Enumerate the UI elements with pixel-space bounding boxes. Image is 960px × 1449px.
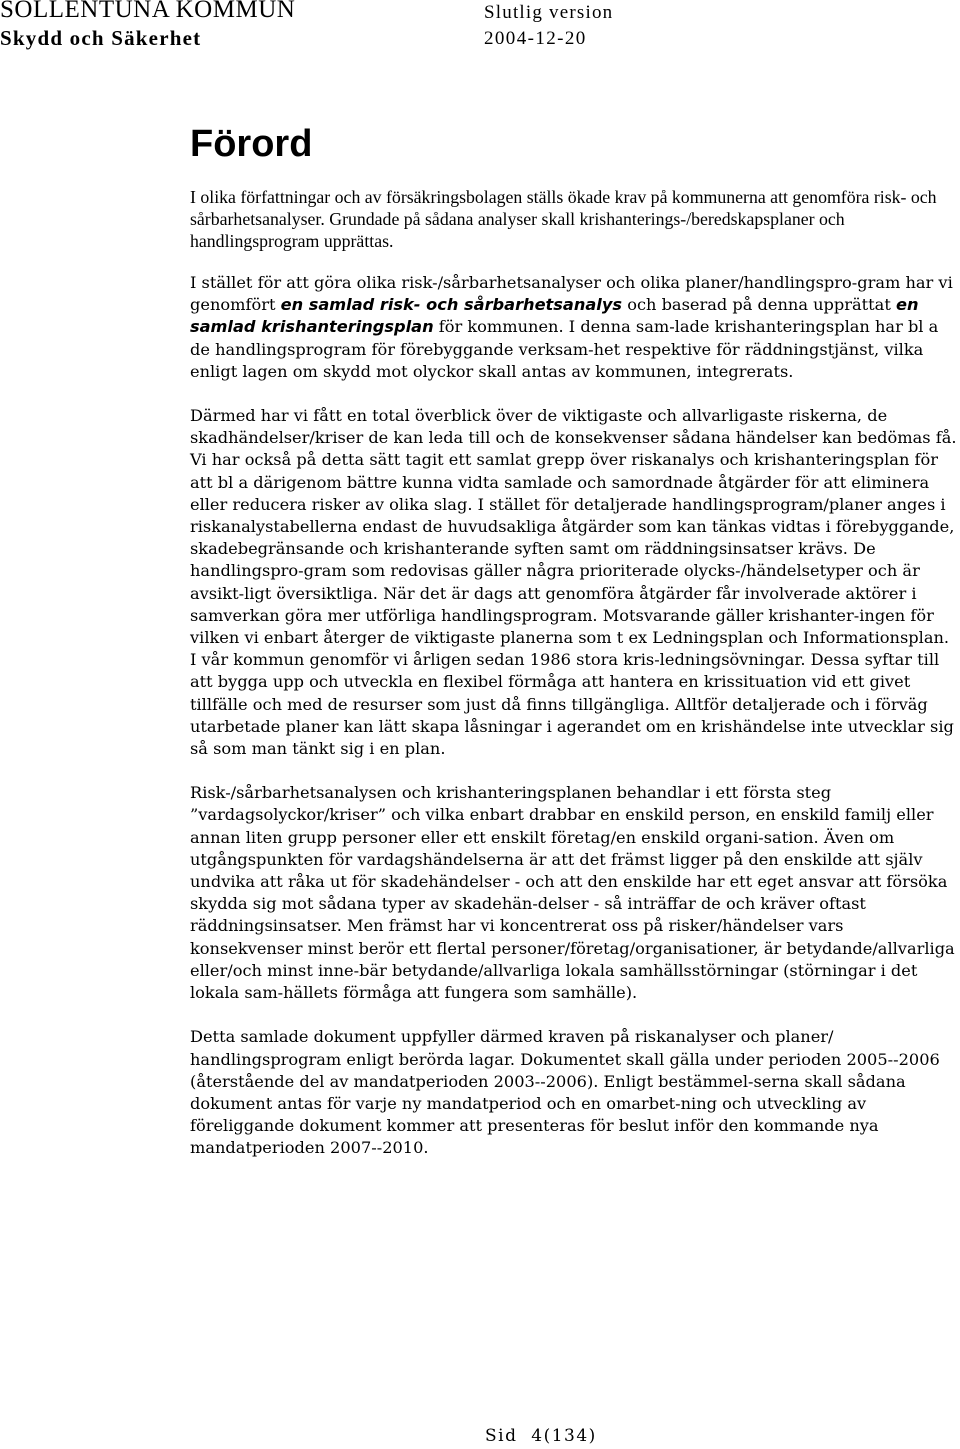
page-number: 4(134): [531, 1426, 597, 1446]
document-version: Slutlig version: [484, 2, 614, 23]
paragraph-approach-text-e: för kommunen. I denna sam-lade krishanteringsplan har bl a de handlingsprogram för förebyggande verksam-het respektive för räddningstjänst, vilka enligt lagen om skydd mot olyckor skall antas av kommunen, integrerats.: [190, 317, 939, 381]
paragraph-approach: [190, 272, 960, 383]
paragraph-intro: I olika författningar och av försäkringsbolagen ställs ökade krav på kommunerna att genomföra risk- och sårbarhetsanalyser. Grundade på sådana analyser skall krishanterings-/beredskapsplaner och handlingsprogram upprättas.: [190, 187, 937, 251]
paragraph-scope: Risk-/sårbarhetsanalysen och krishanteringsplanen behandlar i ett första steg ”vardagsolyckor/kriser” och vilka enbart drabbar en enskild person, en enskild familj eller annan liten grupp personer eller ett enskilt företag/en enskild organi-sation. Även om utgångspunkten för vardagshändelserna är att det främst ligger på den enskilde att själv undvika att råka ut för skadehändelser - och att den enskilde har ett eget ansvar att försöka skydda sig mot sådana typer av skadehän-delser - så inträffar de och kräver oftast räddningsinsatser. Men främst har vi koncentrerat oss på risker/händelser vars konsekvenser minst berör ett flertal personer/företag/organisationer, är betydande/allvarliga eller/och minst inne-bär betydande/allvarliga lokala samhällsstörningar (störningar i det lokala sam-hällets förmåga att fungera som samhälle).: [190, 783, 955, 1003]
emphasis-risk-analysis: en samlad risk- och sårbarhetsanalys: [280, 295, 623, 315]
paragraph-overview: Därmed har vi fått en total överblick över de viktigaste och allvarligaste riskerna, de skadhändelser/kriser de kan leda till och de konsekvenser sådana händelser kan bedömas få. Vi har också på detta sätt tagit ett samlat grepp över riskanalys och krishanteringsplan för att bl a därigenom bättre kunna vidta samlade och samordnade åtgärder för att eliminera eller reducera risker av olika slag. I stället för detaljerade handlingsprogram/planer anges i riskanalystabellerna endast de huvudsakliga åtgärder som kan tänkas vidtas i förebyggande, skadebegränsande och krishanterande syften samt om räddningsinsatser krävs. De handlingspro-gram som redovisas gäller några prioriterade olycks-/händelsetyper och är avsikt-ligt översiktliga. När det är dags att genomföra åtgärder får involverade aktörer i samverkan göra mer utförliga handlingsprogram. Motsvarande gäller krishanter-ingen för vilken vi enbart återger de viktigaste planerna som t ex Ledningsplan och Informationsplan. I vår kommun genomför vi årligen sedan 1986 stora kris-ledningsövningar. Dessa syftar till att bygga upp och utveckla en flexibel förmåga att hantera en krissituation vid ett givet tillfälle och med de resurser som just då finns tillgängliga. Alltför detaljerade och i förväg utarbetade planer kan lätt skapa låsningar i agerandet om en krishändelse inte utvecklar sig så som man tänkt sig i en plan.: [190, 406, 957, 759]
page-label: Sid: [485, 1426, 518, 1446]
emphasis-crisis-plan: en samlad krishanteringsplan: [190, 295, 919, 337]
organization-name: SOLLENTUNA KOMMUN: [0, 0, 296, 23]
document-body: [190, 186, 960, 1160]
department-name: Skydd och Säkerhet: [0, 26, 202, 50]
paragraph-approach-text-a: I stället för att göra olika risk-/sårbarhetsanalyser och olika planer/handlingspro-gram har vi genomfört: [190, 273, 953, 315]
paragraph-approach-text-c: och baserad på denna upprättat: [622, 295, 896, 315]
page-title: Förord: [190, 123, 313, 165]
document-date: 2004-12-20: [484, 28, 587, 49]
paragraph-validity: Detta samlade dokument uppfyller därmed kraven på riskanalyser och planer/ handlingsprogram enligt berörda lagar. Dokumentet skall gälla under perioden 2005--2006 (återstående del av mandatperioden 2003--2006). Enligt bestämmel-serna skall sådana dokument antas för varje ny mandatperiod och en omarbet-ning och utveckling av föreliggande dokument kommer att presenteras för beslut inför den kommande nya mandatperioden 2007--2010.: [190, 1027, 940, 1158]
page-footer: [485, 1426, 597, 1446]
